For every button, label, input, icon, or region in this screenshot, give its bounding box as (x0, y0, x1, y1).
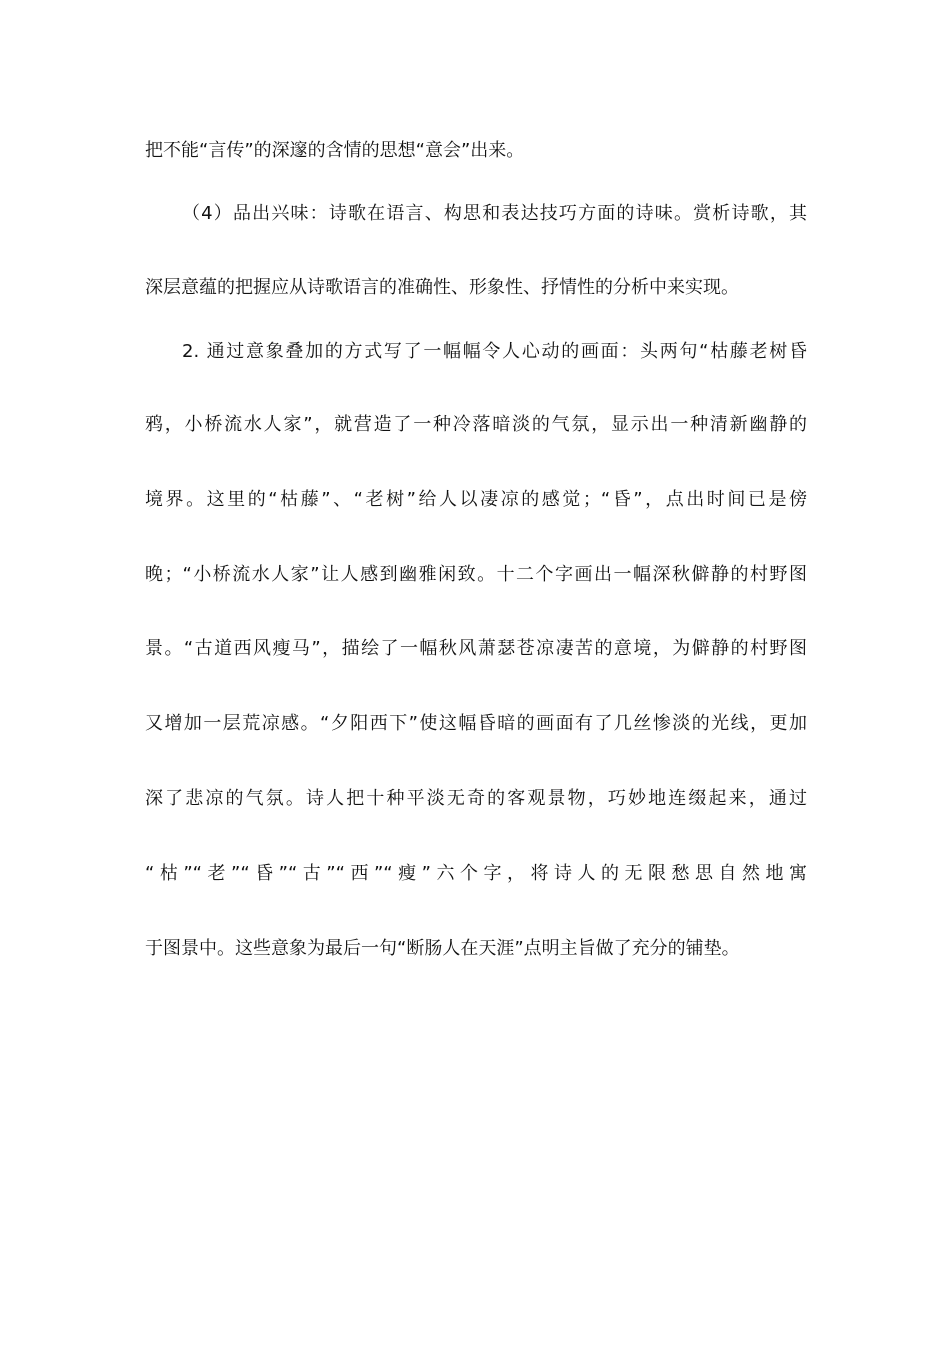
paragraph-3-line-2: 鸦，小桥流水人家”，就营造了一种冷落暗淡的气氛，显示出一种清新幽静的 (145, 414, 807, 435)
paragraph-3-line-3: 境界。这里的“枯藤”、“老树”给人以凄凉的感觉；“昏”，点出时间已是傍 (145, 489, 807, 510)
paragraph-3-line-4: 晚；“小桥流水人家”让人感到幽雅闲致。十二个字画出一幅深秋僻静的村野图 (145, 564, 807, 585)
paragraph-2-line-2: 深层意蕴的把握应从诗歌语言的准确性、形象性、抒情性的分析中来实现。 (145, 277, 739, 298)
paragraph-3-line-9: 于图景中。这些意象为最后一句“断肠人在天涯”点明主旨做了充分的铺垫。 (145, 938, 740, 959)
paragraph-2-line-1: （4）品出兴味：诗歌在语言、构思和表达技巧方面的诗味。赏析诗歌，其 (182, 203, 807, 224)
paragraph-3-line-7: 深了悲凉的气氛。诗人把十种平淡无奇的客观景物，巧妙地连缀起来，通过 (145, 788, 807, 809)
paragraph-1-line-1: 把不能“言传”的深邃的含情的思想“意会”出来。 (145, 140, 525, 161)
paragraph-3-line-5: 景。“古道西风瘦马”，描绘了一幅秋风萧瑟苍凉凄苦的意境，为僻静的村野图 (145, 638, 807, 659)
paragraph-3-line-8: “枯”“老”“昏”“古”“西”“瘦”六个字，将诗人的无限愁思自然地寓 (145, 863, 807, 884)
paragraph-3-line-6: 又增加一层荒凉感。“夕阳西下”使这幅昏暗的画面有了几丝惨淡的光线，更加 (145, 713, 807, 734)
paragraph-3-line-1: 2. 通过意象叠加的方式写了一幅幅令人心动的画面：头两句“枯藤老树昏 (182, 341, 807, 362)
